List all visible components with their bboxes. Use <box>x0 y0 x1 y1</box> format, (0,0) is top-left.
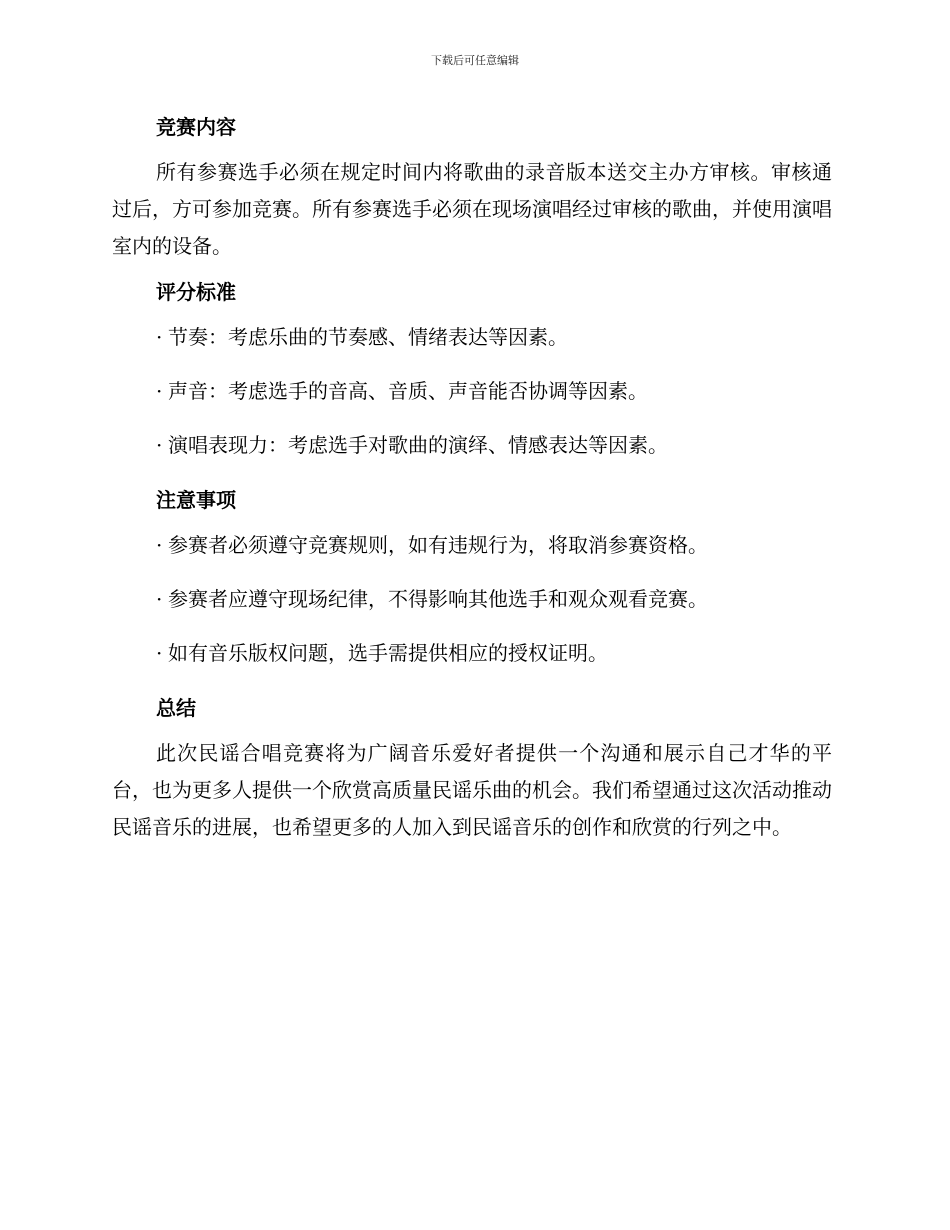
bullet-item <box>112 527 832 564</box>
section-scoring-criteria <box>112 273 832 464</box>
bullet-text: 参赛者必须遵守竞赛规则，如有违规行为，将取消参赛资格。 <box>168 533 708 557</box>
bullet-item <box>112 319 832 356</box>
bullet-dot: · <box>156 641 163 665</box>
bullet-text: 如有音乐版权问题，选手需提供相应的授权证明。 <box>168 641 608 665</box>
page-header: 下载后可任意编辑 <box>431 54 519 67</box>
section-summary <box>112 689 832 846</box>
bullet-text: 参赛者应遵守现场纪律，不得影响其他选手和观众观看竞赛。 <box>168 587 708 611</box>
bullet-item <box>112 635 832 672</box>
bullet-text: 演唱表现力：考虑选手对歌曲的演绎、情感表达等因素。 <box>168 433 668 457</box>
bullet-dot: · <box>156 379 163 403</box>
bullet-dot: · <box>156 533 163 557</box>
section-paragraph: 所有参赛选手必须在规定时间内将歌曲的录音版本送交主办方审核。审核通过后，方可参加竞赛。所有参赛选手必须在现场演唱经过审核的歌曲，并使用演唱室内的设备。 <box>112 160 832 258</box>
bullet-item <box>112 373 832 410</box>
document-body <box>112 108 832 854</box>
section-notes <box>112 481 832 672</box>
bullet-item <box>112 427 832 464</box>
section-heading: 注意事项 <box>156 488 236 512</box>
bullet-dot: · <box>156 325 163 349</box>
section-heading: 评分标准 <box>156 280 236 304</box>
section-contest-content <box>112 108 832 265</box>
bullet-item <box>112 581 832 618</box>
bullet-dot: · <box>156 587 163 611</box>
section-heading: 竞赛内容 <box>156 115 236 139</box>
bullet-dot: · <box>156 433 163 457</box>
bullet-text: 声音：考虑选手的音高、音质、声音能否协调等因素。 <box>168 379 648 403</box>
section-paragraph: 此次民谣合唱竞赛将为广阔音乐爱好者提供一个沟通和展示自己才华的平台，也为更多人提供一个欣赏高质量民谣乐曲的机会。我们希望通过这次活动推动民谣音乐的进展，也希望更多的人加入到民谣音乐的创作和欣赏的行列之中。 <box>112 741 832 839</box>
section-heading: 总结 <box>156 696 196 720</box>
bullet-text: 节奏：考虑乐曲的节奏感、情绪表达等因素。 <box>168 325 568 349</box>
